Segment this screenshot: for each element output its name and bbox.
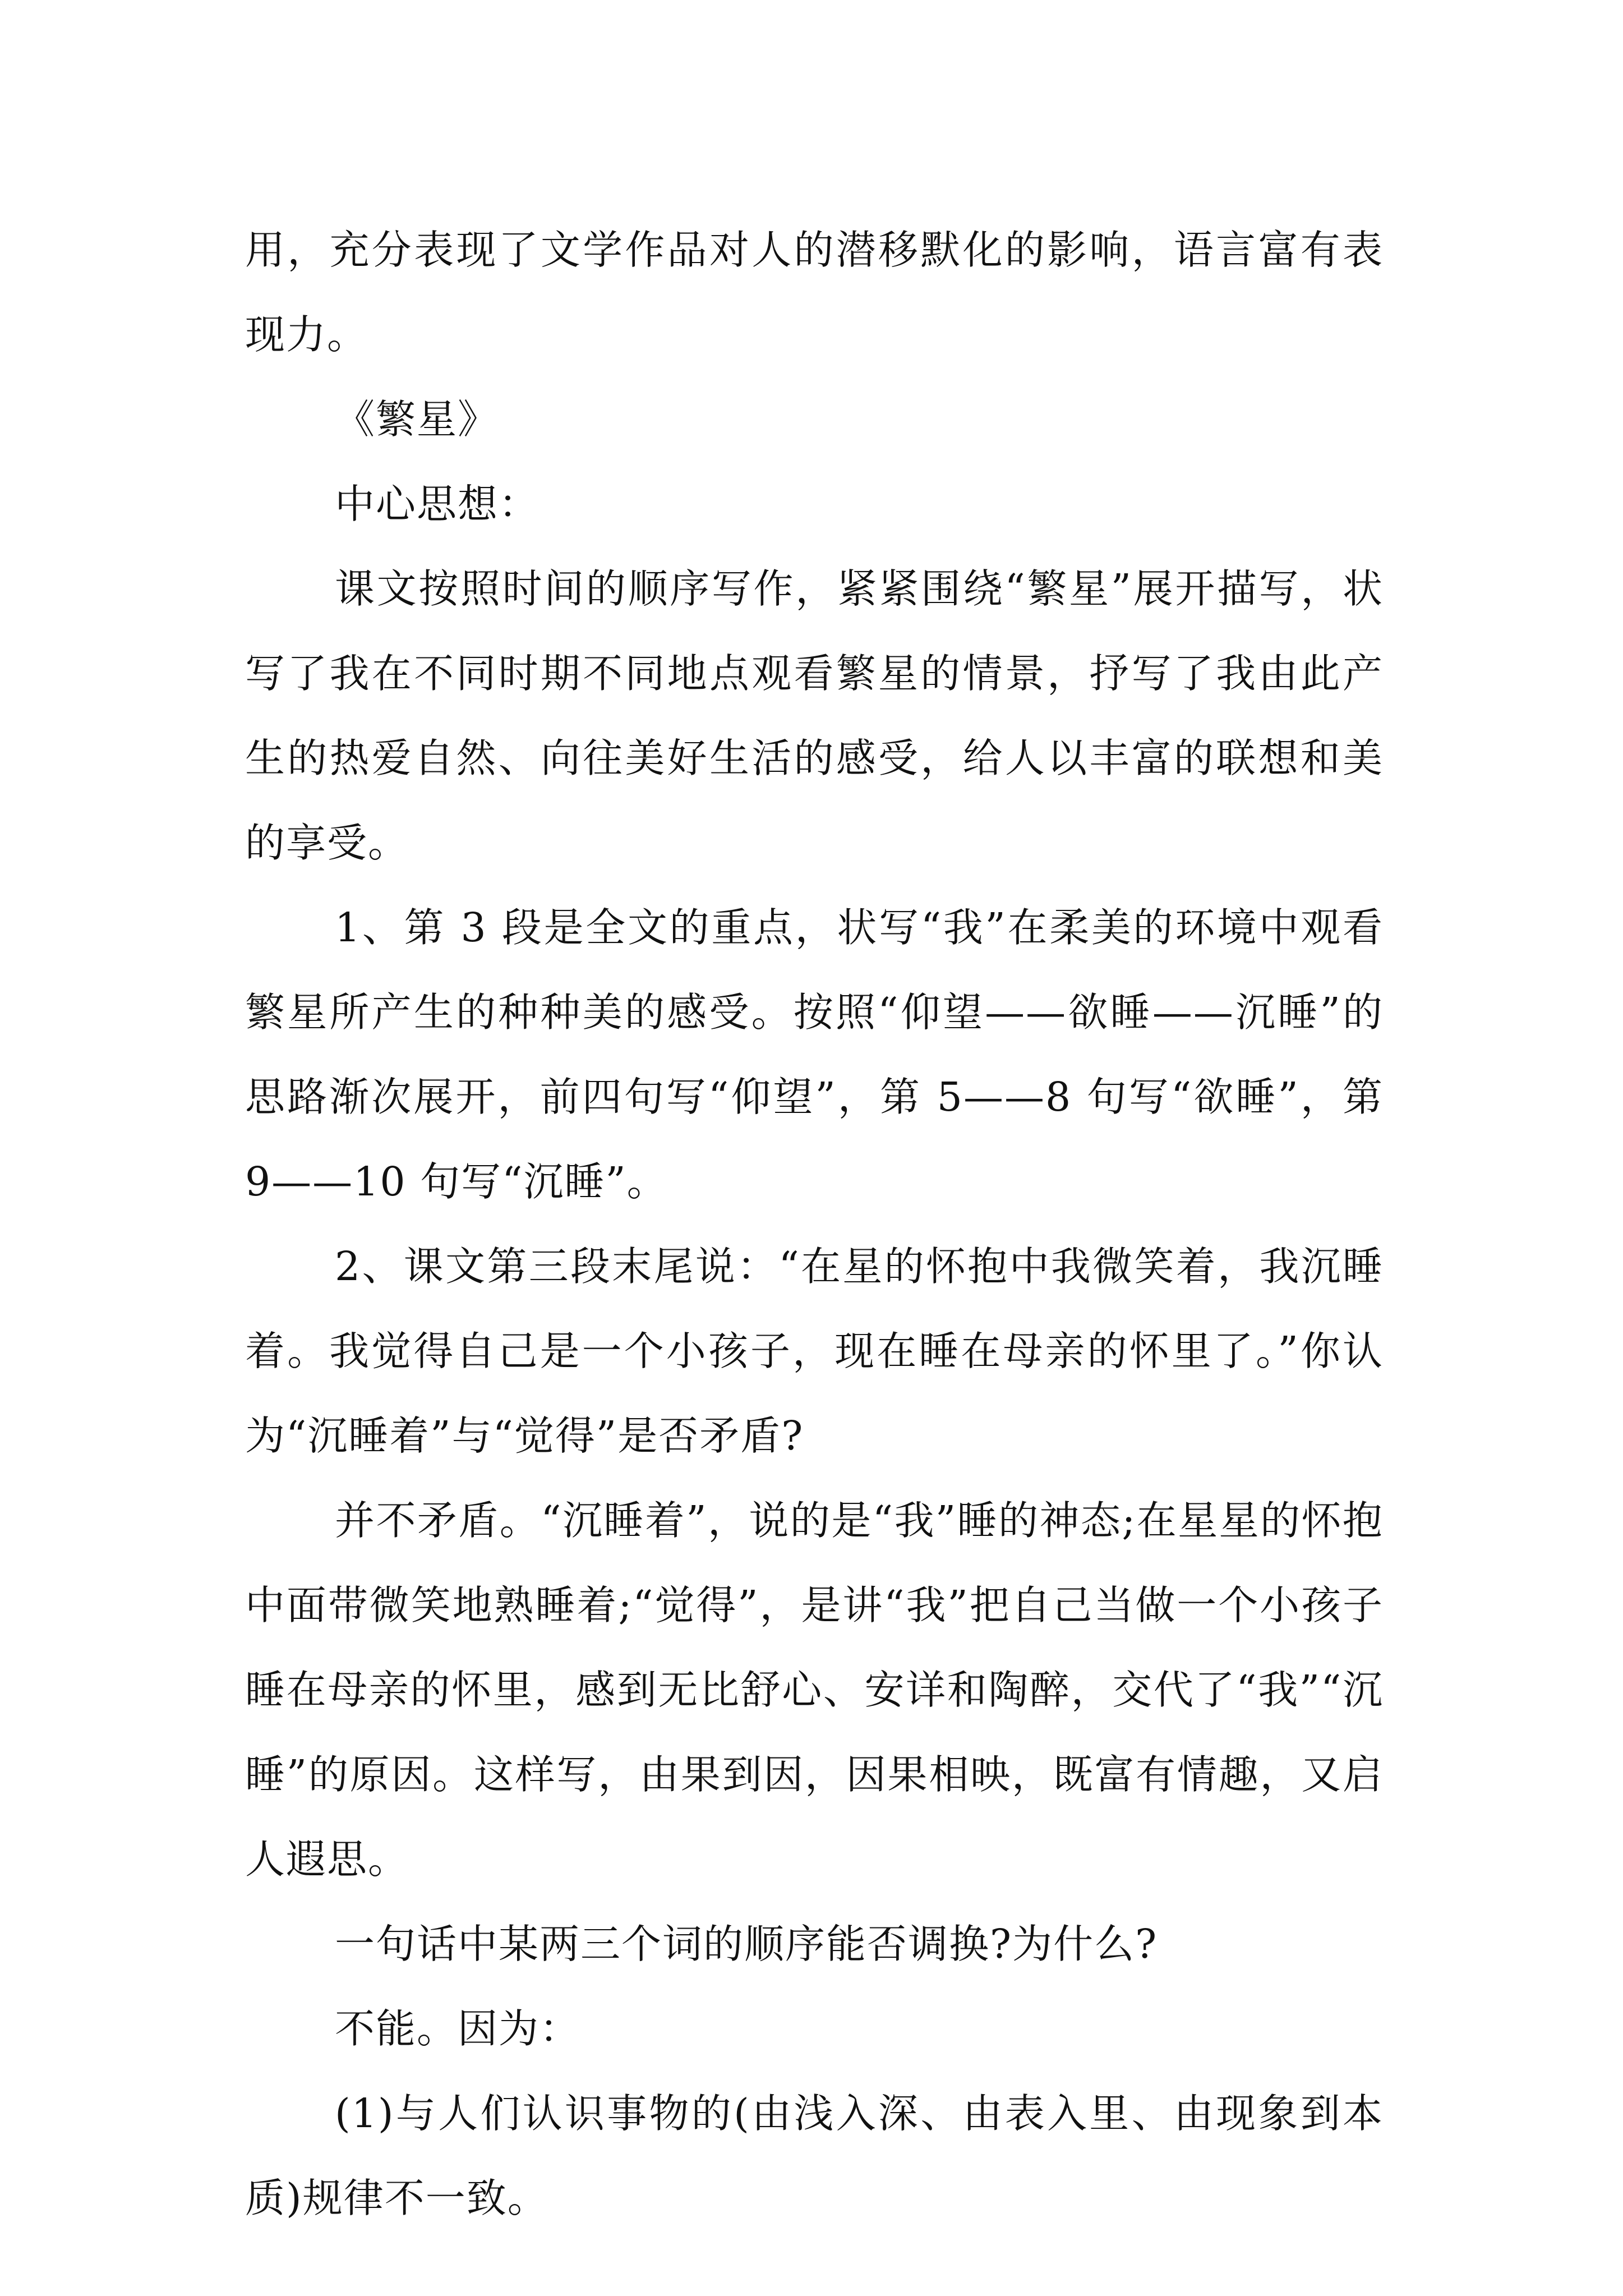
- paragraph-continuation: 用，充分表现了文学作品对人的潜移默化的影响，语言富有表现力。: [245, 227, 1384, 358]
- paragraph-central-idea: 课文按照时间的顺序写作，紧紧围绕“繁星”展开描写，状写了我在不同时期不同地点观看繁星的情景，抒写了我由此产生的热爱自然、向往美好生活的感受，给人以丰富的联想和美的享受。: [245, 565, 1384, 866]
- paragraph-point-1: 1、第 3 段是全文的重点，状写“我”在柔美的环境中观看繁星所产生的种种美的感受。按照“仰望——欲睡——沉睡”的思路渐次展开，前四句写“仰望”，第 5——8 句写“欲睡”，第 9——10 句写“沉睡”。: [245, 904, 1384, 1205]
- paragraph-reason-1: (1)与人们认识事物的(由浅入深、由表入里、由现象到本质)规律不一致。: [245, 2090, 1384, 2221]
- paragraph-answer-2: 并不矛盾。“沉睡着”，说的是“我”睡的神态;在星星的怀抱中面带微笑地熟睡着;“觉得”，是讲“我”把自己当做一个小孩子睡在母亲的怀里，感到无比舒心、安详和陶醉，交代了“我”“沉睡”的原因。这样写，由果到因，因果相映，既富有情趣，又启人遐思。: [245, 1497, 1384, 1883]
- paragraph-answer-order: 不能。因为：: [335, 2005, 581, 2052]
- paragraph-question-order: 一句话中某两三个词的顺序能否调换?为什么?: [335, 1921, 1158, 1967]
- section-title: 《繁星》: [335, 396, 499, 443]
- heading-central-idea: 中心思想：: [335, 481, 540, 527]
- document-body: [245, 208, 1384, 2240]
- paragraph-question-2: 2、课文第三段末尾说：“在星的怀抱中我微笑着，我沉睡着。我觉得自己是一个小孩子，现在睡在母亲的怀里了。”你认为“沉睡着”与“觉得”是否矛盾?: [245, 1243, 1384, 1459]
